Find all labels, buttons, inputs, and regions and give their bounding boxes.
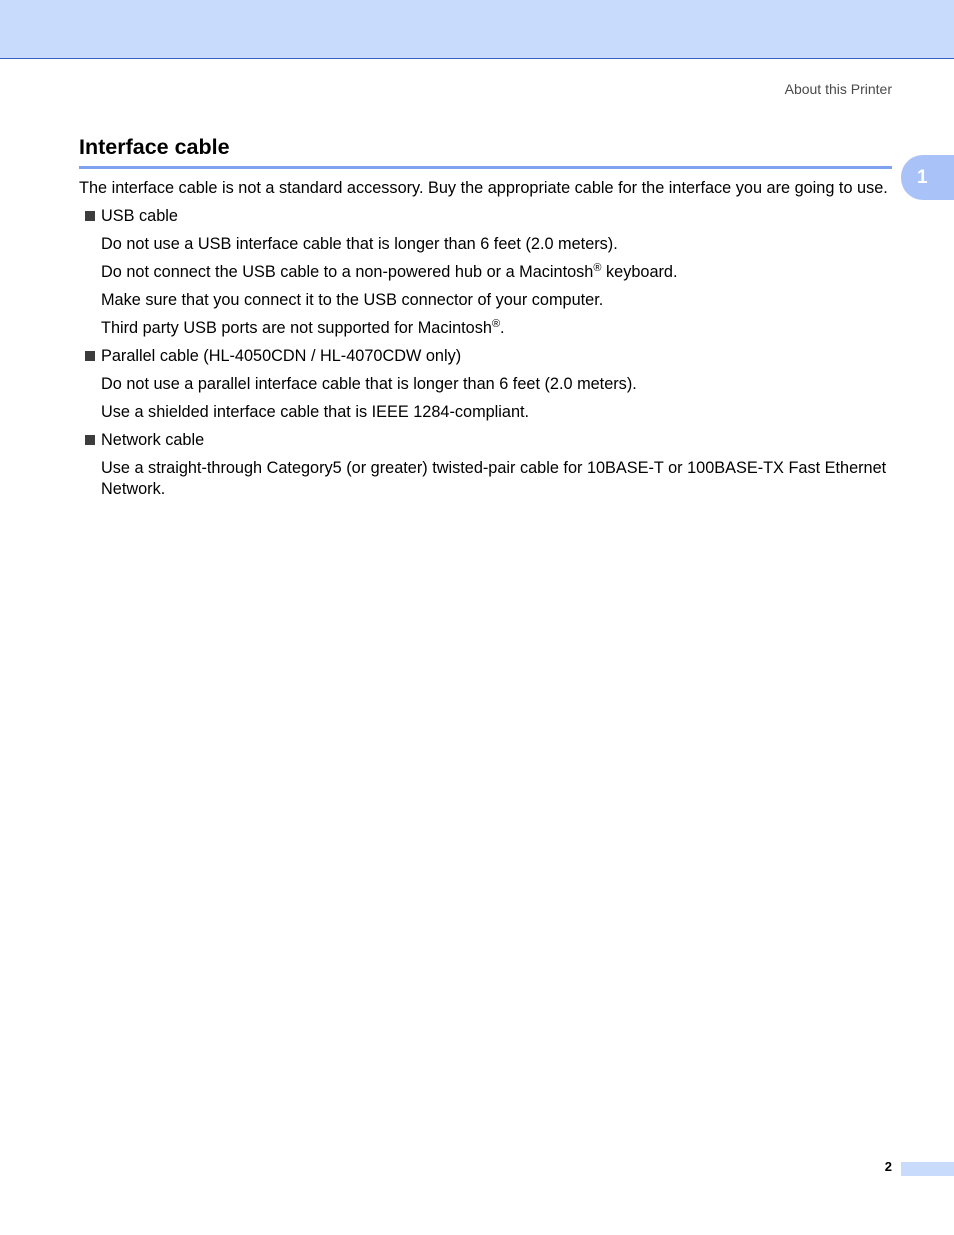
- footer-bar: [901, 1162, 954, 1176]
- bullet-usb-cable: [79, 206, 892, 227]
- bullet-label: Network cable: [101, 431, 205, 449]
- bullet-parallel-cable: [79, 346, 892, 367]
- network-detail-cable: Use a straight-through Category5 (or greater) twisted-pair cable for 10BASE-T or 100BASE-TX Fast Ethernet Network.: [101, 459, 887, 498]
- square-bullet-icon: [85, 435, 95, 445]
- detail-text: Do not connect the USB cable to a non-powered hub or a Macintosh: [101, 263, 594, 281]
- section-title: Interface cable: [79, 135, 230, 159]
- title-rule: [79, 166, 892, 169]
- bullet-label: Parallel cable (HL-4050CDN / HL-4070CDW only): [101, 347, 462, 365]
- running-header: About this Printer: [784, 81, 892, 97]
- registered-mark: ®: [491, 318, 501, 330]
- detail-text: Third party USB ports are not supported for Macintosh: [101, 319, 492, 337]
- usb-detail-third-party: [79, 318, 892, 339]
- body-content: [79, 178, 892, 507]
- intro-paragraph: The interface cable is not a standard accessory. Buy the appropriate cable for the interface you are going to use.: [79, 179, 888, 197]
- parallel-detail-length: Do not use a parallel interface cable that is longer than 6 feet (2.0 meters).: [101, 375, 637, 393]
- registered-mark: ®: [593, 262, 602, 274]
- parallel-detail-shielded: Use a shielded interface cable that is IEEE 1284-compliant.: [101, 403, 530, 421]
- bullet-label: USB cable: [101, 207, 178, 225]
- detail-text: keyboard.: [601, 263, 678, 281]
- usb-detail-connector: Make sure that you connect it to the USB connector of your computer.: [101, 291, 604, 309]
- usb-detail-length: Do not use a USB interface cable that is longer than 6 feet (2.0 meters).: [101, 235, 618, 253]
- square-bullet-icon: [85, 211, 95, 221]
- page-number: 2: [884, 1159, 892, 1174]
- detail-text: .: [500, 319, 505, 337]
- bullet-network-cable: [79, 430, 892, 451]
- top-header-band: [0, 0, 954, 59]
- chapter-tab[interactable]: 1: [901, 155, 954, 200]
- usb-detail-hub: [79, 262, 892, 283]
- square-bullet-icon: [85, 351, 95, 361]
